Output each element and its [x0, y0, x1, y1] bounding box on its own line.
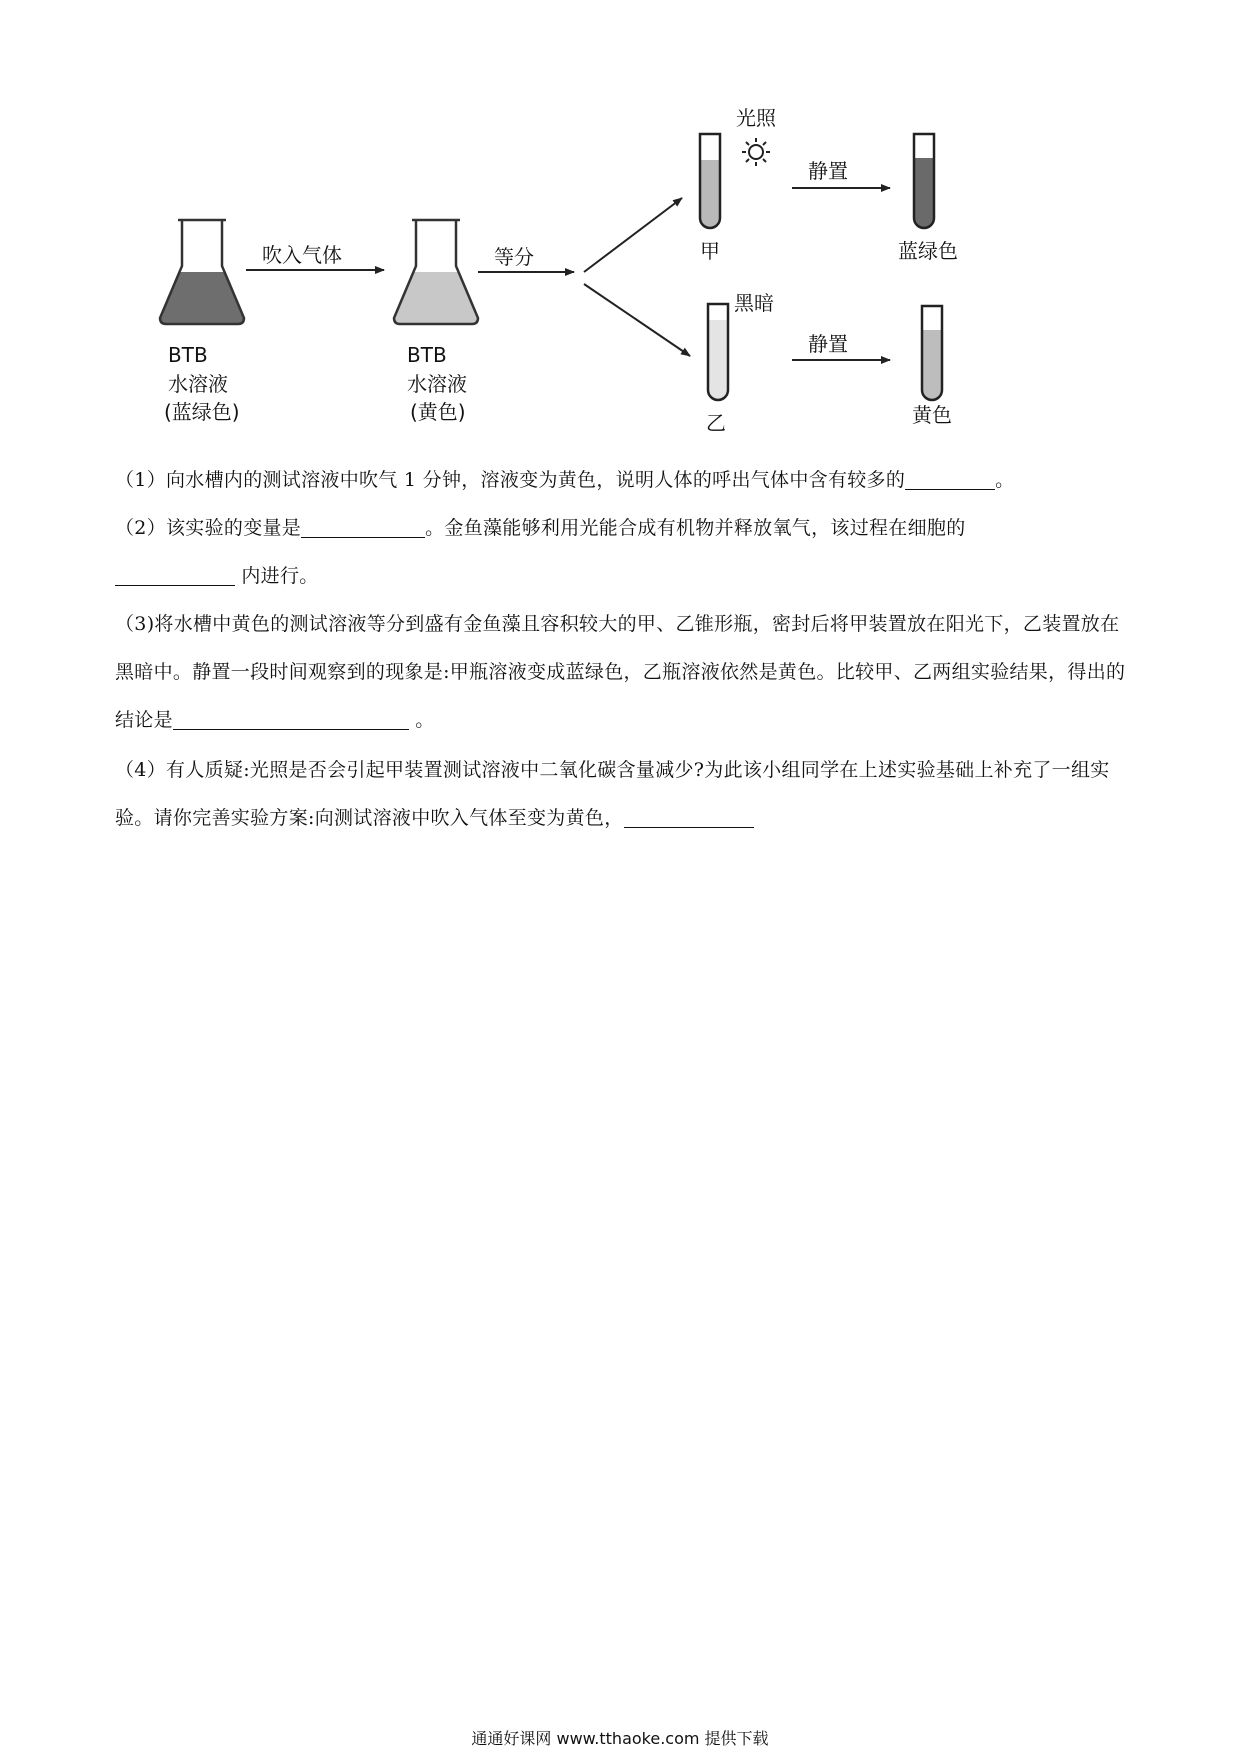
tube-jia-liquid: [700, 160, 720, 228]
tube-jia-condition: 光照: [736, 106, 776, 130]
question-1: [115, 456, 1135, 504]
question-2-mid: 。金鱼藻能够利用光能合成有机物并释放氧气，该过程在细胞的: [425, 517, 966, 539]
answer-blank-2a[interactable]: [301, 515, 425, 538]
result-top-label: 蓝绿色: [898, 239, 958, 263]
arrow-rest-2-label: 静置: [808, 332, 848, 356]
answer-blank-2b[interactable]: [115, 563, 235, 586]
question-1-text: （1）向水槽内的测试溶液中吹气 1 分钟，溶液变为黄色，说明人体的呼出气体中含有较多的: [115, 469, 906, 491]
sun-icon: [742, 138, 770, 166]
question-4-text: （4）有人质疑:光照是否会引起甲装置测试溶液中二氧化碳含量减少?为此该小组同学在上述实验基础上补充了一组实验。请你完善实验方案:向测试溶液中吹入气体至变为黄色，: [115, 759, 1110, 829]
result-bottom-label: 黄色: [912, 403, 952, 427]
question-3-end: 。: [408, 709, 435, 731]
flask2-line3: (黄色): [410, 400, 466, 424]
tube-result-yellow: [922, 306, 942, 400]
tube-result-bottom-liquid: [922, 330, 942, 400]
answer-blank-1[interactable]: [905, 467, 995, 490]
flask2-line2: 水溶液: [407, 372, 467, 396]
tube-yi-label: 乙: [706, 411, 726, 435]
question-3-text: （3)将水槽中黄色的测试溶液等分到盛有金鱼藻且容积较大的甲、乙锥形瓶，密封后将甲装置放在阳光下，乙装置放在黑暗中。静置一段时间观察到的现象是:甲瓶溶液变成蓝绿色，乙瓶溶液依然是黄色。比较甲、乙两组实验结果，得出的结论是: [115, 613, 1126, 731]
question-2: [115, 504, 1135, 600]
question-2-end: 内进行。: [235, 565, 319, 587]
page-footer: 通通好课网 www.tthaoke.com 提供下载: [471, 1729, 769, 1748]
flask1-line2: 水溶液: [168, 372, 228, 396]
tube-yi-condition: 黑暗: [734, 291, 774, 315]
question-2-text: （2）该实验的变量是: [115, 517, 302, 539]
arrow-rest-1-label: 静置: [808, 159, 848, 183]
answer-blank-4[interactable]: [624, 805, 754, 828]
flask2-line1: BTB: [407, 343, 447, 367]
tube-jia: [700, 134, 720, 228]
tube-result-top-liquid: [914, 158, 934, 228]
tube-yi-liquid: [708, 320, 728, 400]
arrow2-label: 等分: [494, 245, 534, 269]
flask1-line1: BTB: [168, 343, 208, 367]
question-1-end: 。: [995, 469, 1015, 491]
tube-jia-label: 甲: [700, 239, 720, 263]
tube-yi: [708, 304, 728, 400]
flask-yellow: [384, 220, 484, 332]
tube-result-blue-green: [914, 134, 934, 228]
arrow-to-yi: [584, 284, 690, 356]
question-3: [115, 600, 1135, 744]
arrow1-label: 吹入气体: [262, 243, 342, 267]
answer-blank-3[interactable]: [173, 707, 409, 730]
experiment-diagram: [0, 0, 1240, 440]
question-4: [115, 746, 1135, 842]
flask1-line3: (蓝绿色): [164, 400, 240, 424]
arrow-to-jia: [584, 198, 682, 272]
flask-blue-green: [150, 220, 250, 332]
